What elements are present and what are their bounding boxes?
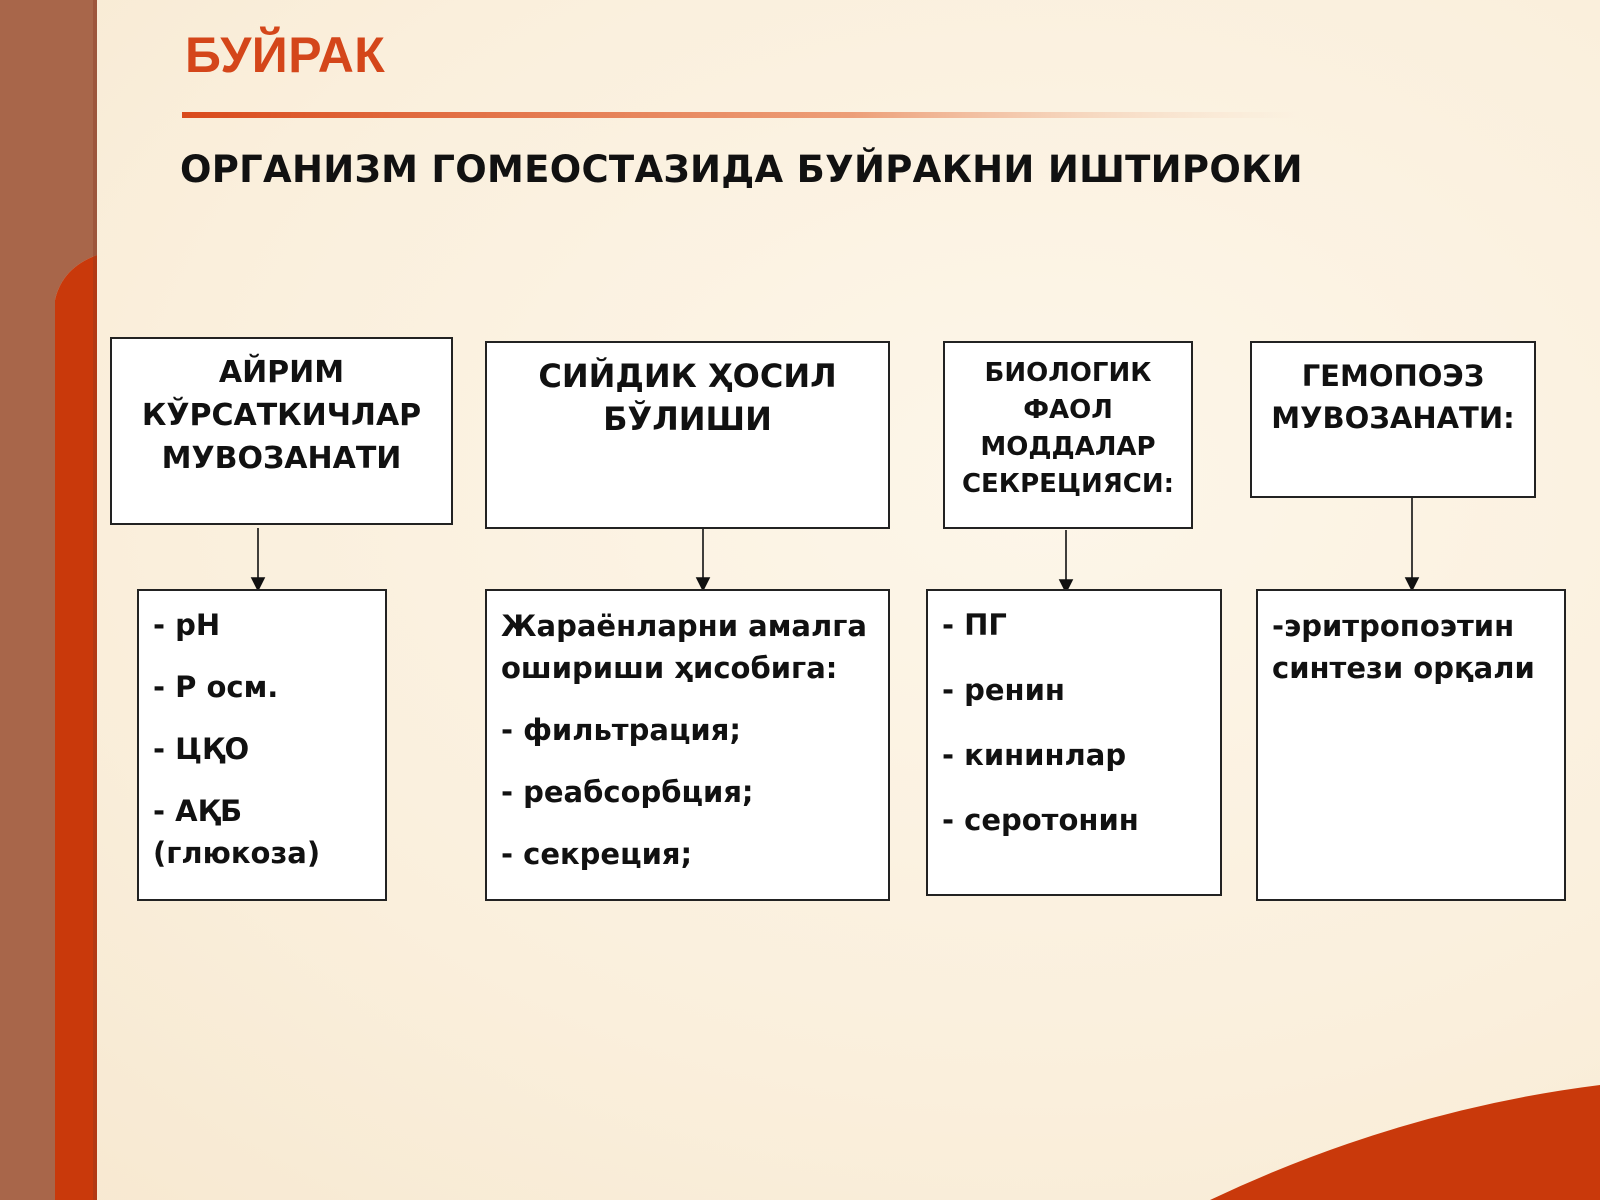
heading-line: МОДДАЛАР bbox=[980, 432, 1156, 462]
detail-item: - реабсорбция; bbox=[501, 775, 754, 809]
detail-box-hemopoiesis bbox=[1256, 589, 1566, 901]
heading-line: СЕКРЕЦИЯСИ: bbox=[961, 469, 1175, 499]
slide-title: БУЙРАК bbox=[185, 27, 386, 83]
heading-line: СИЙДИК ҲОСИЛ bbox=[538, 357, 837, 395]
detail-box-urine-formation bbox=[485, 589, 890, 901]
detail-item: - Р осм. bbox=[153, 670, 279, 704]
heading-line: ГЕМОПОЭЗ bbox=[1301, 359, 1485, 393]
heading-box-urine-formation bbox=[485, 341, 890, 529]
detail-item: (глюкоза) bbox=[153, 836, 321, 870]
detail-item: - ЦҚО bbox=[153, 732, 250, 766]
detail-item: - кининлар bbox=[942, 738, 1127, 772]
detail-item: - ПГ bbox=[942, 608, 1007, 642]
title-underline bbox=[182, 112, 1302, 118]
detail-item: Жараёнларни амалга bbox=[501, 609, 867, 643]
left-band-red bbox=[55, 255, 97, 1200]
heading-line: БЎЛИШИ bbox=[603, 400, 772, 438]
detail-item: -эритропоэтин bbox=[1272, 609, 1515, 643]
heading-box-indicators bbox=[110, 337, 453, 525]
detail-item: - фильтрация; bbox=[501, 713, 741, 747]
detail-item: - pH bbox=[153, 608, 221, 642]
slide-subtitle: ОРГАНИЗМ ГОМЕОСТАЗИДА БУЙРАКНИ ИШТИРОКИ bbox=[180, 148, 1303, 191]
corner-swoosh bbox=[1210, 1085, 1600, 1200]
heading-line: АЙРИМ bbox=[218, 355, 345, 390]
heading-line: КЎРСАТКИЧЛАР bbox=[141, 398, 422, 433]
detail-item: - АҚБ bbox=[153, 794, 243, 828]
left-band-edge bbox=[93, 0, 97, 1200]
heading-line: БИОЛОГИК bbox=[984, 358, 1152, 388]
heading-box-bioactive-secretion bbox=[943, 341, 1193, 529]
detail-item: - серотонин bbox=[942, 803, 1139, 837]
detail-box-bioactive-secretion bbox=[926, 589, 1222, 896]
detail-item: - ренин bbox=[942, 673, 1065, 707]
heading-line: МУВОЗАНАТИ bbox=[161, 441, 402, 476]
detail-item: - секреция; bbox=[501, 837, 693, 871]
detail-item: синтези орқали bbox=[1272, 651, 1535, 685]
heading-box-hemopoiesis bbox=[1250, 341, 1536, 498]
heading-line: МУВОЗАНАТИ: bbox=[1271, 401, 1515, 435]
detail-item: ошириши ҳисобига: bbox=[501, 651, 838, 685]
heading-line: ФАОЛ bbox=[1023, 395, 1113, 425]
detail-box-indicators bbox=[137, 589, 387, 901]
